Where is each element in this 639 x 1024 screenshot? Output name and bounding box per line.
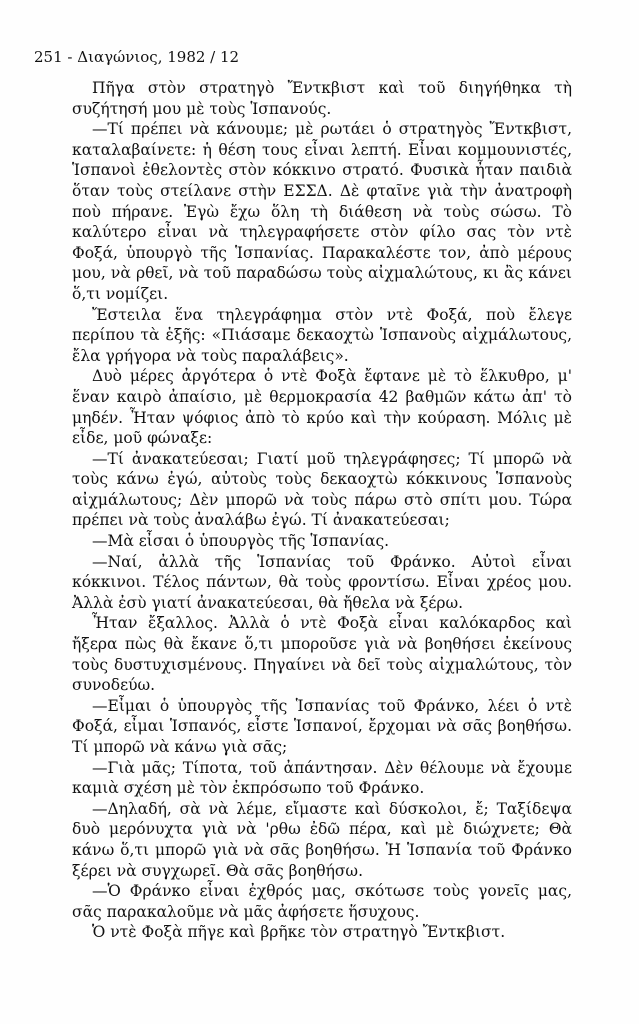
paragraph: Ὁ ντὲ Φοξὰ πῆγε καὶ βρῆκε τὸν στρατηγὸ Ἔντκβιστ. — [92, 923, 506, 942]
paragraph: —Μὰ εἶσαι ὁ ὑπουργὸς τῆς Ἱσπανίας. — [92, 532, 390, 551]
running-head: 251 - Διαγώνιος, 1982 / 12 — [34, 48, 240, 66]
body-text — [72, 78, 572, 943]
paragraph: —Γιὰ μᾶς; Τίποτα, τοῦ ἀπάντησαν. Δὲν θέλουμε νὰ ἔχουμε καμιὰ σχέση μὲ τὸν ἐκπρόσωπο τοῦ Φράνκο. — [72, 758, 572, 798]
paragraph: Ἔστειλα ἕνα τηλεγράφημα στὸν ντὲ Φοξά, ποὺ ἔλεγε περίπου τὰ ἑξῆς: «Πιάσαμε δεκαοχτὼ Ἱσπανοὺς αἰχμάλωτους, ἔλα γρήγορα νὰ τοὺς παραλάβεις». — [72, 305, 572, 365]
paragraph: —Ὁ Φράνκο εἶναι ἐχθρός μας, σκότωσε τοὺς γονεῖς μας, σᾶς παρακαλοῦμε νὰ μᾶς ἀφήσετε ἥσυχους. — [72, 882, 572, 921]
paragraph: Πῆγα στὸν στρατηγὸ Ἔντκβιστ καὶ τοῦ διηγήθηκα τὴ συζήτησή μου μὲ τοὺς Ἱσπανούς. — [72, 79, 572, 118]
paragraph: —Εἶμαι ὁ ὑπουργὸς τῆς Ἱσπανίας τοῦ Φράνκο, λέει ὁ ντὲ Φοξά, εἶμαι Ἱσπανός, εἶστε Ἱσπανοί, ἔρχομαι νὰ σᾶς βοηθήσω. Τί μπορῶ νὰ κάνω γιὰ σᾶς; — [72, 696, 572, 756]
paragraph: Δυὸ μέρες ἀργότερα ὁ ντὲ Φοξὰ ἔφτανε μὲ τὸ ἕλκυθρο, μ' ἕναν καιρὸ ἀπαίσιο, μὲ θερμοκρασία 42 βαθμῶν κάτω ἀπ' τὸ μηδέν. Ἦταν ψόφιος ἀπὸ τὸ κρύο καὶ τὴν κούραση. Μόλις μὲ εἶδε, μοῦ φώναξε: — [72, 367, 572, 448]
paragraph: —Τί πρέπει νὰ κάνουμε; μὲ ρωτάει ὁ στρατηγὸς Ἔντκβιστ, καταλαβαίνετε: ἡ θέση τους εἶναι λεπτή. Εἶναι κομμουνιστές, Ἱσπανοὶ ἐθελοντὲς στὸν κόκκινο στρατό. Φυσικὰ ἦταν παιδιὰ ὅταν τοὺς στείλανε στὴν ΕΣΣΔ. Δὲ φταῖνε γιὰ τὴν ἀνατροφὴ ποὺ πήρανε. Ἐγὼ ἔχω ὅλη τὴ διάθεση νὰ τοὺς σώσω. Τὸ καλύτερο εἶναι νὰ τηλεγραφήσετε στὸν φίλο σας τὸν ντὲ Φοξά, ὑπουργὸ τῆς Ἱσπανίας. Παρακαλέστε τον, ἀπὸ μέρους μου, νὰ ρθεῖ, νὰ τοῦ παραδώσω τοὺς αἰχμαλώτους, κι ἂς κάνει ὅ,τι νομίζει. — [72, 120, 572, 303]
paragraph: —Ναί, ἀλλὰ τῆς Ἱσπανίας τοῦ Φράνκο. Αὐτοὶ εἶναι κόκκινοι. Τέλος πάντων, θὰ τοὺς φροντίσω. Εἶναι χρέος μου. Ἀλλὰ ἐσὺ γιατί ἀνακατεύεσαι, θὰ ἤθελα νὰ ξέρω. — [72, 552, 572, 612]
paragraph: —Δηλαδή, σὰ νὰ λέμε, εἴμαστε καὶ δύσκολοι, ἔ; Ταξίδεψα δυὸ μερόνυχτα γιὰ νὰ 'ρθω ἐδῶ πέρα, καὶ μὲ διώχνετε; Θὰ κάνω ὅ,τι μπορῶ γιὰ νὰ σᾶς βοηθήσω. Ἡ Ἱσπανία τοῦ Φράνκο ξέρει νὰ συγχωρεῖ. Θὰ σᾶς βοηθήσω. — [72, 799, 572, 880]
paragraph: Ἦταν ἔξαλλος. Ἀλλὰ ὁ ντὲ Φοξὰ εἶναι καλόκαρδος καὶ ἤξερα πὼς θὰ ἔκανε ὅ,τι μποροῦσε γιὰ νὰ βοηθήσει ἐκείνους τοὺς δυστυχισμένους. Πηγαίνει νὰ δεῖ τοὺς αἰχμαλώτους, τὸν συνοδεύω. — [72, 614, 572, 695]
paragraph: —Τί ἀνακατεύεσαι; Γιατί μοῦ τηλεγράφησες; Τί μπορῶ νὰ τοὺς κάνω ἐγώ, αὐτοὺς τοὺς δεκαοχτὼ κόκκινους Ἱσπανοὺς αἰχμάλωτους; Δὲν μπορῶ νὰ τοὺς πάρω στὸ σπίτι μου. Τώρα πρέπει νὰ τοὺς ἀναλάβω ἐγώ. Τί ἀνακατεύεσαι; — [72, 449, 572, 530]
